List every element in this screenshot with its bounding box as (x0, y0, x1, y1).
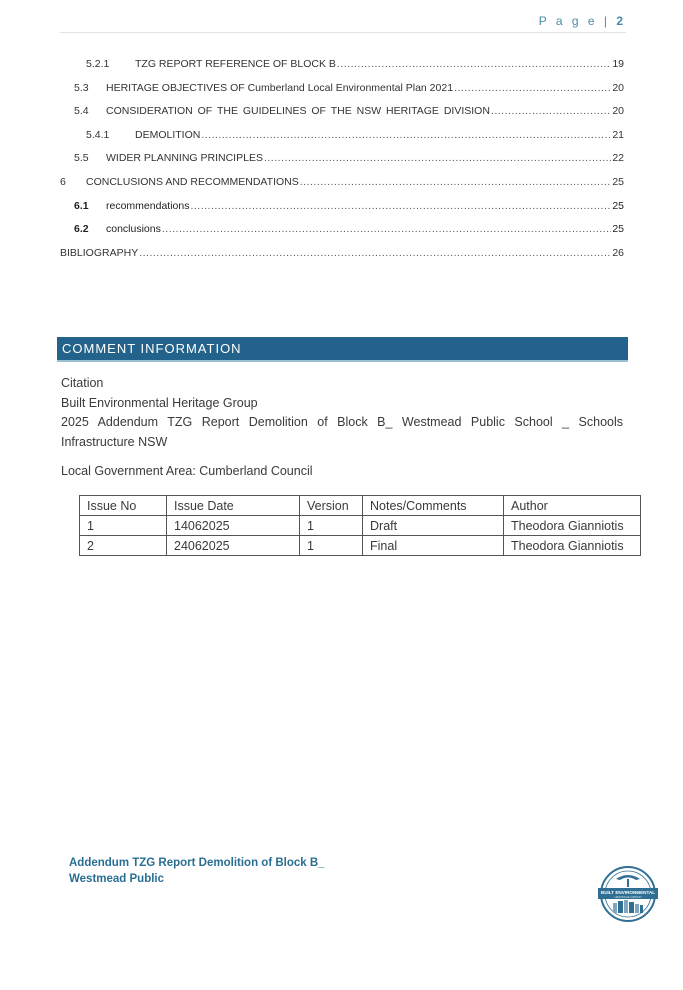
author-organisation: Built Environmental Heritage Group (61, 395, 258, 410)
logo-text-line2: HERITAGE GROUP (614, 895, 642, 899)
local-government-area: Local Government Area: Cumberland Council (61, 464, 313, 478)
toc-title: TZG REPORT REFERENCE OF BLOCK B (135, 58, 336, 70)
toc-page: 21 (612, 128, 624, 141)
table-cell: Final (363, 536, 504, 556)
table-cell: 2 (80, 536, 167, 556)
table-cell: Theodora Gianniotis (504, 536, 641, 556)
footer-title-line: Addendum TZG Report Demolition of Block B_ (69, 857, 325, 869)
issue-table (79, 495, 641, 556)
toc-page: 20 (612, 105, 624, 118)
toc-number: 5.4.1 (86, 128, 110, 141)
toc-title: conclusions (106, 223, 161, 236)
toc-page: 20 (612, 81, 624, 94)
heritage-group-logo (596, 865, 660, 923)
column-header: Issue Date (167, 496, 300, 516)
toc-leader (139, 247, 611, 259)
toc-page: 19 (612, 58, 624, 70)
toc-page: 25 (612, 199, 624, 212)
report-title: 2025 Addendum TZG Report Demolition of Block B_ Westmead Public School _ Schools Infrastructure NSW (61, 415, 623, 449)
column-header: Issue No (80, 496, 167, 516)
page-header (539, 14, 623, 28)
column-header: Author (504, 496, 641, 516)
table-row (80, 516, 641, 536)
toc-entry[interactable] (60, 129, 624, 153)
toc-entry[interactable] (60, 58, 624, 82)
section-heading-text: COMMENT INFORMATION (62, 341, 242, 356)
table-cell: Theodora Gianniotis (504, 516, 641, 536)
toc-leader (337, 58, 611, 70)
header-divider (60, 32, 626, 33)
table-row (80, 536, 641, 556)
section-heading (57, 337, 628, 362)
toc-title: recommendations (106, 199, 190, 212)
toc-leader (162, 223, 611, 235)
footer-document-title (69, 855, 329, 887)
table-cell: 14062025 (167, 516, 300, 536)
toc-page: 26 (612, 246, 624, 259)
toc-leader (190, 200, 611, 212)
toc-number: 5.3 (74, 81, 89, 94)
page-number: 2 (616, 14, 623, 28)
column-header: Version (300, 496, 363, 516)
toc-page: 22 (612, 152, 624, 165)
logo-text-line1: BUILT ENVIRONMENTAL (600, 890, 656, 895)
toc-entry[interactable] (60, 105, 624, 129)
toc-title: BIBLIOGRAPHY (60, 246, 139, 259)
toc-title: CONSIDERATION OF THE GUIDELINES OF THE NSW HERITAGE DIVISION (106, 105, 490, 118)
toc-leader (264, 152, 611, 164)
toc-entry[interactable] (60, 176, 624, 200)
toc-number: 6.1 (74, 199, 89, 212)
table-cell: 24062025 (167, 536, 300, 556)
toc-number: 5.4 (74, 105, 89, 118)
toc-title: DEMOLITION (135, 128, 201, 141)
citation-label: Citation (61, 376, 104, 390)
toc-entry[interactable] (60, 152, 624, 176)
toc-leader (201, 129, 611, 141)
page-label: P a g e | (538, 14, 610, 28)
toc-entry[interactable] (60, 200, 624, 224)
toc-entry[interactable] (60, 247, 624, 271)
toc-title: HERITAGE OBJECTIVES OF Cumberland Local Environmental Plan 2021 (106, 81, 454, 94)
table-header-row (80, 496, 641, 516)
toc-title: CONCLUSIONS AND RECOMMENDATIONS (86, 175, 299, 188)
toc-number: 6.2 (74, 223, 89, 236)
toc-entry[interactable] (60, 82, 624, 106)
toc-number: 5.5 (74, 152, 89, 165)
table-cell: 1 (300, 516, 363, 536)
toc-page: 25 (612, 175, 624, 188)
table-cell: 1 (300, 536, 363, 556)
toc-entry[interactable] (60, 223, 624, 247)
toc-number: 6 (60, 175, 66, 188)
toc-leader (491, 105, 611, 117)
table-cell: 1 (80, 516, 167, 536)
table-of-contents (60, 58, 624, 270)
table-cell: Draft (363, 516, 504, 536)
toc-number: 5.2.1 (86, 58, 110, 70)
toc-leader (300, 176, 612, 188)
toc-leader (454, 82, 611, 94)
comment-information (61, 374, 623, 482)
column-header: Notes/Comments (363, 496, 504, 516)
footer-title-line: Westmead Public (69, 873, 165, 885)
toc-title: WIDER PLANNING PRINCIPLES (106, 152, 263, 165)
toc-page: 25 (612, 223, 624, 236)
logo-emblem-icon (596, 865, 660, 923)
